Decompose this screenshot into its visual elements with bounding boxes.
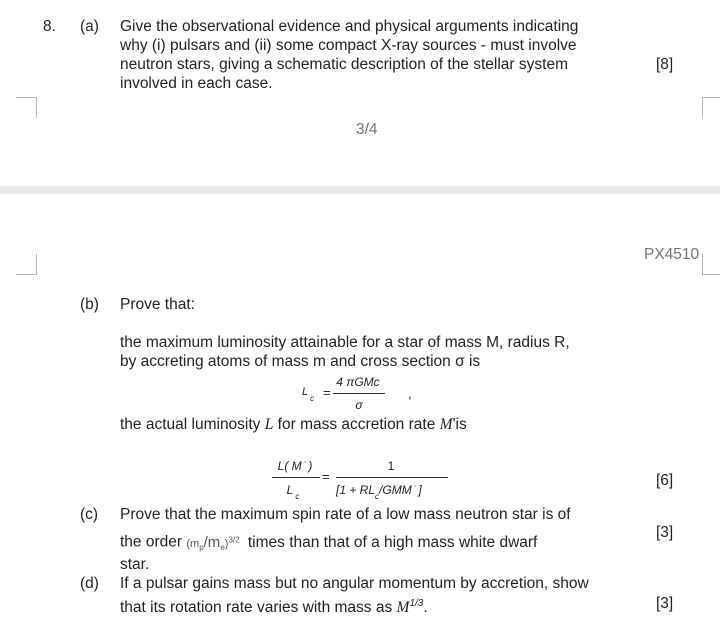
eq1-numerator: 4 πGMc [336,375,380,389]
eq2-rhs-fraction-line [336,477,448,478]
part-c-label: (c) [80,506,99,523]
part-b-line-3: the actual luminosity L for mass accretion rate M'is [120,416,467,433]
part-a-label: (a) [80,18,99,35]
part-a-line-4: involved in each case. [120,75,273,92]
part-c-marks: [3] [656,524,674,541]
part-b-line-1: the maximum luminosity attainable for a star of mass M, radius R, [120,334,570,351]
part-a-line-3: neutron stars, giving a schematic description of the stellar system [120,56,568,73]
eq2-rhs-numerator: 1 [387,459,395,473]
part-b-label: (b) [80,296,99,313]
eq1-lhs: $L_c$ [302,386,315,403]
part-c-line-3: star. [120,556,150,573]
crop-mark-top-left [16,97,37,118]
mass-ratio: $(m_p/m_e)^{3/2}$ [186,533,240,552]
eq2-lhs-fraction-line [272,477,320,478]
part-d-marks: [3] [656,595,674,612]
part-c-line-1: Prove that the maximum spin rate of a low mass neutron star is of [120,506,571,523]
part-c-line-2: the order $(m_p/m_e)^{3/2}$ times than that of a high mass white dwarf [120,533,538,552]
part-d-label: (d) [80,575,99,592]
question-number: 8. [43,18,56,35]
part-b-line-2: by accreting atoms of mass m and cross section σ is [120,353,481,370]
eq2-rhs-denominator: [$1 + RL_c$/GMM ̇ ] [336,483,422,501]
eq1-fraction-line [333,393,385,394]
part-a-marks: [8] [656,56,674,73]
crop-mark-top-right [702,97,720,118]
part-a-line-1: Give the observational evidence and physical arguments indicating [120,18,579,35]
eq1-comma: , [408,386,412,401]
page-separator [0,186,720,194]
part-b-intro: Prove that: [120,296,195,313]
crop-mark-bottom-left [16,254,37,275]
part-d-line-1: If a pulsar gains mass but no angular momentum by accretion, show [120,575,589,592]
crop-mark-bottom-right [702,254,720,275]
eq1-denominator: σ [355,398,363,412]
part-a-line-2: why (i) pulsars and (ii) some compact X-ray sources - must involve [120,37,577,54]
eq2-lhs-denominator: L $_c$ [286,483,300,501]
header-code: PX4510 [644,246,700,263]
eq1-equals: = [323,385,331,400]
part-b-marks: [6] [656,472,674,489]
part-d-line-2: that its rotation rate varies with mass as $M^{1/3}$. [120,598,428,617]
eq2-lhs-numerator: L( M ̇ ) [277,459,313,473]
eq2-equals: = [322,469,330,484]
page-number: 3/4 [356,121,378,138]
